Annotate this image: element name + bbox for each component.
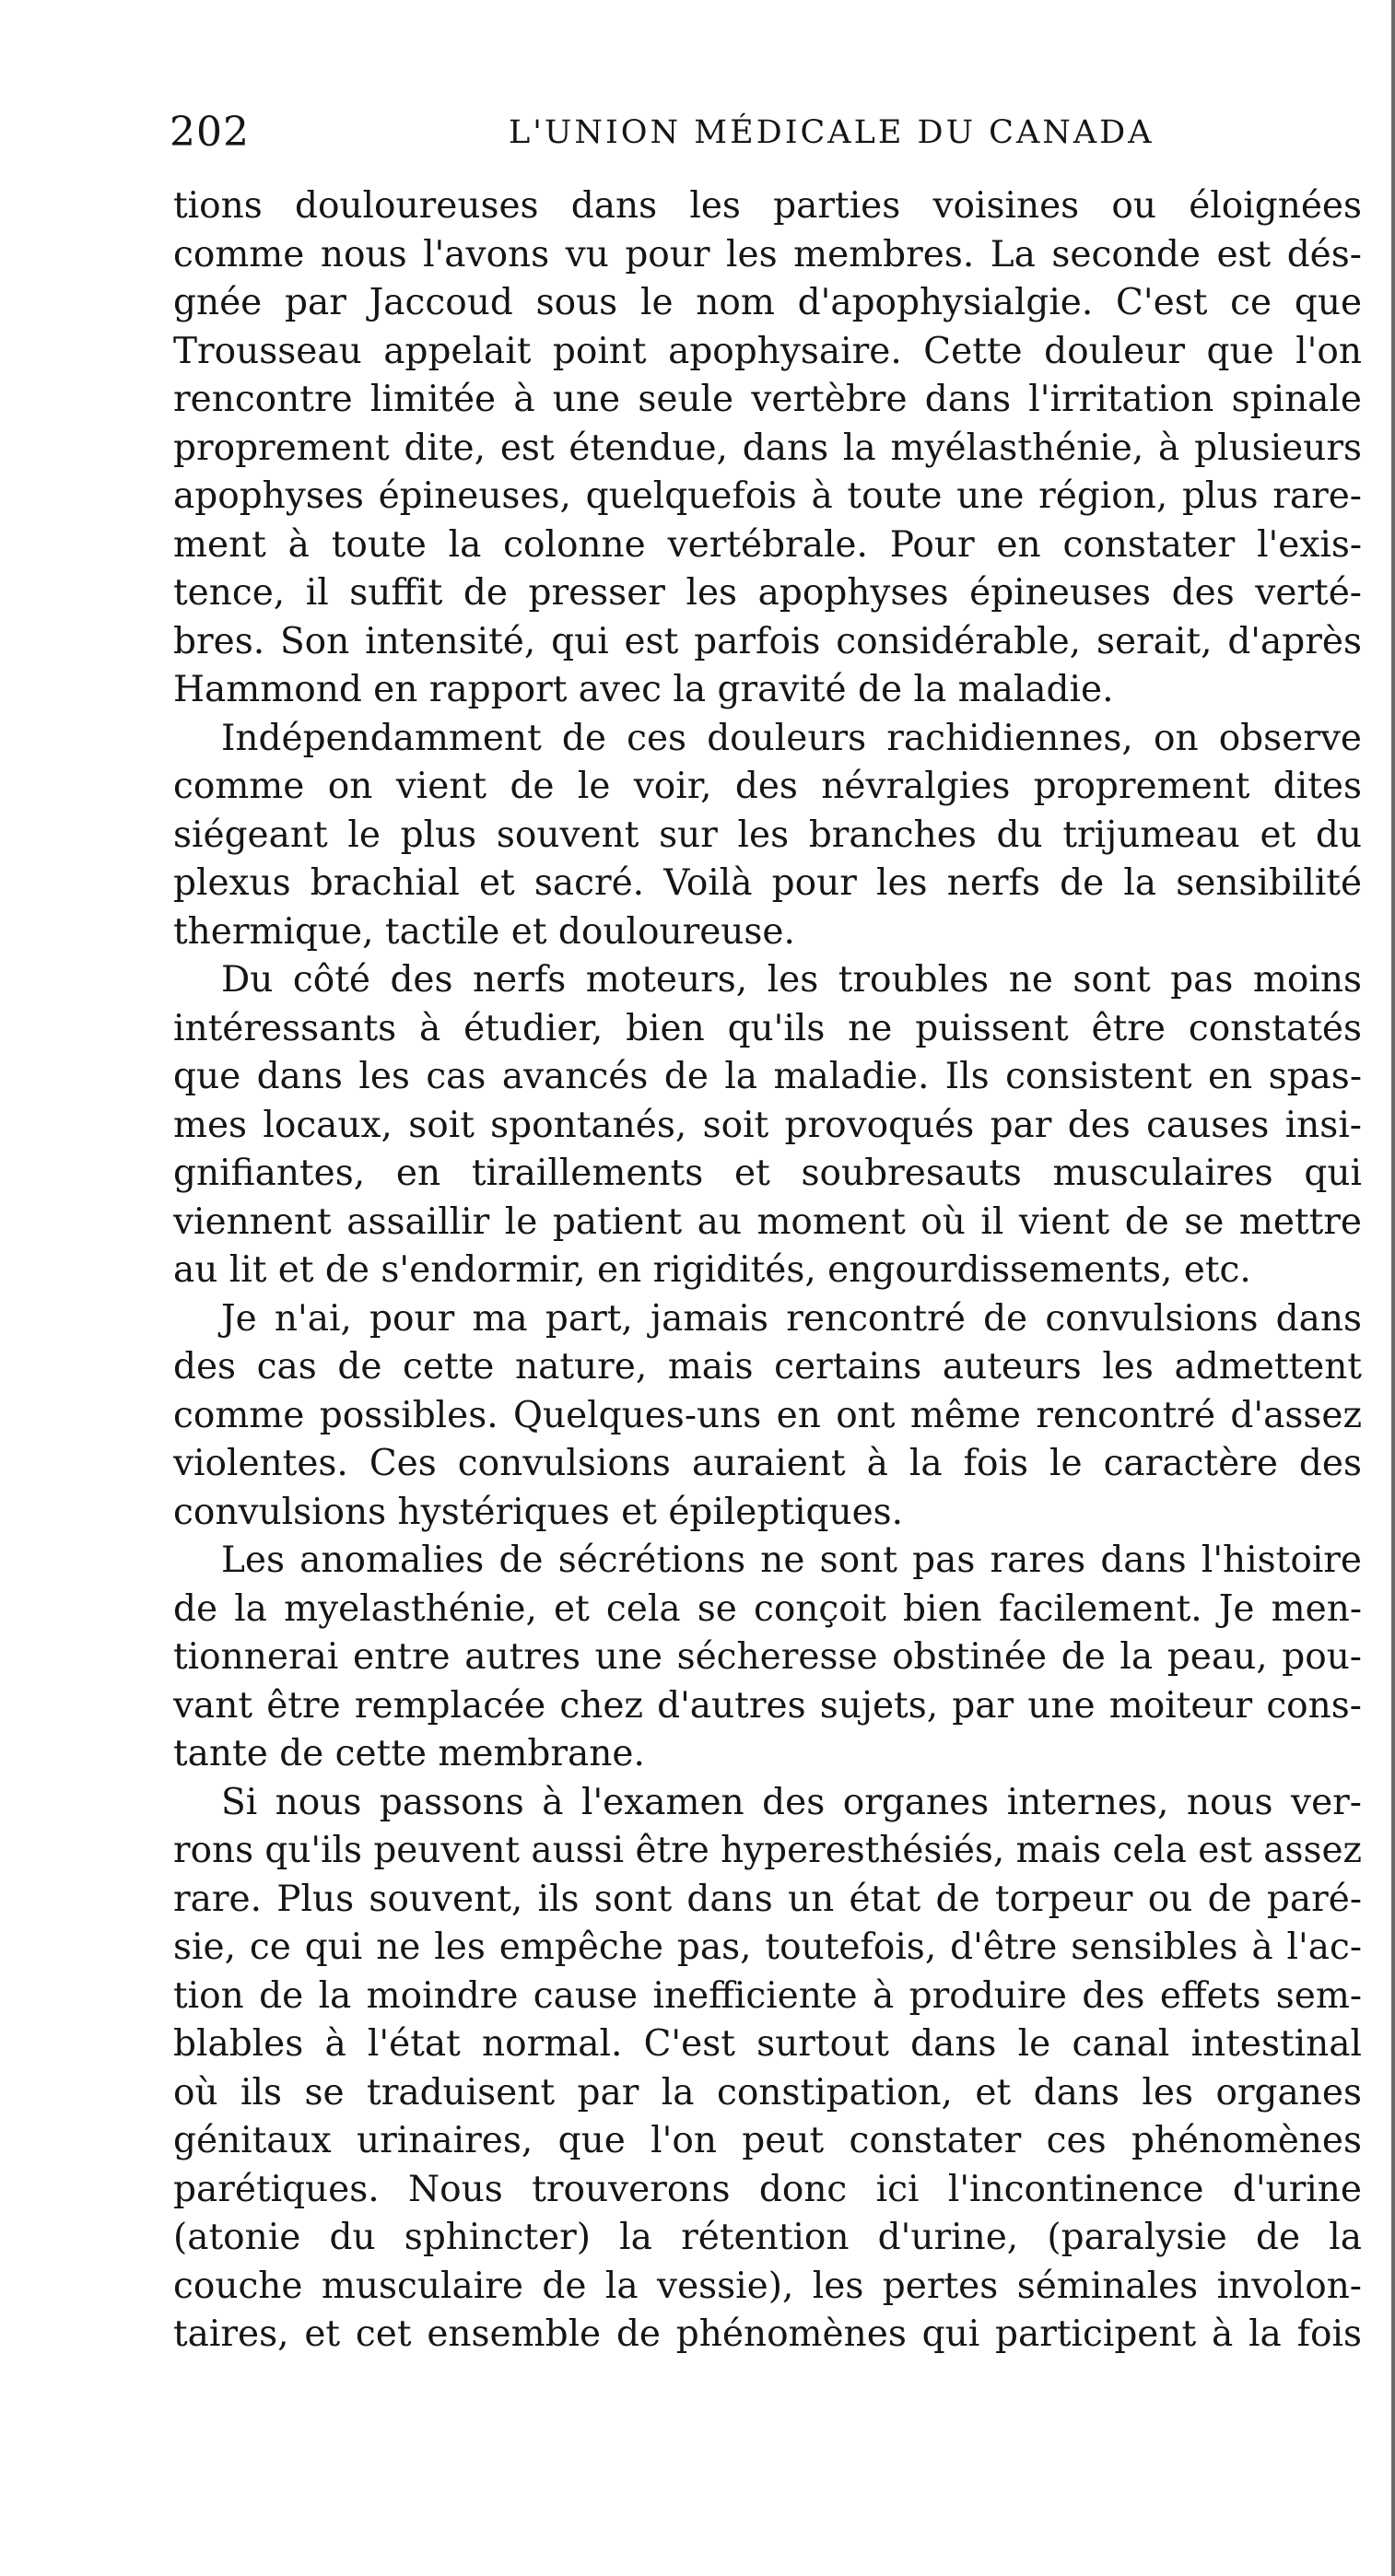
- text-line: tion de la moindre cause inefficiente à produire des effets sem-: [173, 1974, 1362, 2017]
- text-line: thermique, tactile et douloureuse.: [173, 910, 795, 953]
- text-line: tionnerai entre autres une sécheresse obstinée de la peau, pou-: [173, 1636, 1362, 1678]
- text-line: rencontre limitée à une seule vertèbre dans l'irritation spinale: [173, 379, 1362, 420]
- text-line: Indépendamment de ces douleurs rachidiennes, on observe: [221, 717, 1362, 759]
- text-line: tions douloureuses dans les parties voisines ou éloignées: [173, 185, 1362, 227]
- text-line: (atonie du sphincter) la rétention d'urine, (paralysie de la: [173, 2217, 1362, 2258]
- text-line: comme nous l'avons vu pour les membres. La seconde est dés-: [173, 233, 1362, 275]
- text-line: tence, il suffit de presser les apophyses épineuses des verté-: [173, 572, 1362, 614]
- text-line: Du côté des nerfs moteurs, les troubles ne sont pas moins: [221, 959, 1362, 1001]
- text-line: de la myelasthénie, et cela se conçoit bien facilement. Je men-: [173, 1587, 1362, 1630]
- page-edge: [1391, 0, 1395, 2576]
- text-line: plexus brachial et sacré. Voilà pour les nerfs de la sensibilité: [173, 862, 1362, 904]
- text-line: apophyses épineuses, quelquefois à toute une région, plus rare-: [173, 475, 1362, 517]
- body-text: [173, 182, 1362, 2359]
- text-line: parétiques. Nous trouverons donc ici l'incontinence d'urine: [173, 2168, 1362, 2210]
- text-line: Les anomalies de sécrétions ne sont pas rares dans l'histoire: [221, 1540, 1362, 1581]
- text-line: violentes. Ces convulsions auraient à la fois le caractère des: [173, 1443, 1362, 1484]
- text-line: siégeant le plus souvent sur les branches du trijumeau et du: [173, 814, 1362, 856]
- text-line: taires, et cet ensemble de phénomènes qui participent à la fois: [173, 2313, 1362, 2355]
- running-title: L'UNION MÉDICALE DU CANADA: [509, 114, 1155, 151]
- text-line: comme on vient de le voir, des névralgies proprement dites: [173, 766, 1362, 807]
- text-line: intéressants à étudier, bien qu'ils ne puissent être constatés: [173, 1007, 1362, 1049]
- text-line: sie, ce qui ne les empêche pas, toutefois, d'être sensibles à l'ac-: [173, 1926, 1362, 1968]
- text-line: génitaux urinaires, que l'on peut constater ces phénomènes: [173, 2120, 1362, 2161]
- page-header: [170, 109, 1386, 164]
- text-line: vant être remplacée chez d'autres sujets, par une moiteur cons-: [173, 1684, 1362, 1727]
- text-line: où ils se traduisent par la constipation, et dans les organes: [173, 2071, 1362, 2113]
- text-line: couche musculaire de la vessie), les pertes séminales involon-: [173, 2265, 1362, 2307]
- text-line: des cas de cette nature, mais certains auteurs les admettent: [173, 1346, 1362, 1388]
- text-line: mes locaux, soit spontanés, soit provoqués par des causes insi-: [173, 1104, 1362, 1146]
- text-line: comme possibles. Quelques-uns en ont même rencontré d'assez: [173, 1394, 1362, 1436]
- text-line: Trousseau appelait point apophysaire. Cette douleur que l'on: [173, 330, 1362, 372]
- page-number: 202: [170, 109, 250, 156]
- text-line: gnifiantes, en tiraillements et soubresauts musculaires qui: [173, 1153, 1362, 1194]
- text-line: proprement dite, est étendue, dans la myélasthénie, à plusieurs: [173, 427, 1362, 469]
- text-line: Si nous passons à l'examen des organes internes, nous ver-: [221, 1781, 1362, 1823]
- text-line: tante de cette membrane.: [173, 1733, 645, 1774]
- text-line: convulsions hystériques et épileptiques.: [173, 1491, 904, 1533]
- text-line: viennent assaillir le patient au moment où il vient de se mettre: [173, 1200, 1362, 1243]
- text-line: Hammond en rapport avec la gravité de la maladie.: [173, 669, 1114, 710]
- text-line: blables à l'état normal. C'est surtout dans le canal intestinal: [173, 2023, 1362, 2065]
- text-line: que dans les cas avancés de la maladie. Ils consistent en spas-: [173, 1056, 1362, 1097]
- text-line: rare. Plus souvent, ils sont dans un état de torpeur ou de paré-: [173, 1878, 1362, 1920]
- text-line: bres. Son intensité, qui est parfois considérable, serait, d'après: [173, 620, 1362, 662]
- text-line: Je n'ai, pour ma part, jamais rencontré de convulsions dans: [221, 1297, 1362, 1340]
- text-line: rons qu'ils peuvent aussi être hyperesthésiés, mais cela est assez: [173, 1830, 1362, 1871]
- text-line: ment à toute la colonne vertébrale. Pour en constater l'exis-: [173, 523, 1362, 566]
- text-line: gnée par Jaccoud sous le nom d'apophysialgie. C'est ce que: [173, 282, 1362, 323]
- text-line: au lit et de s'endormir, en rigidités, engourdissements, etc.: [173, 1249, 1251, 1291]
